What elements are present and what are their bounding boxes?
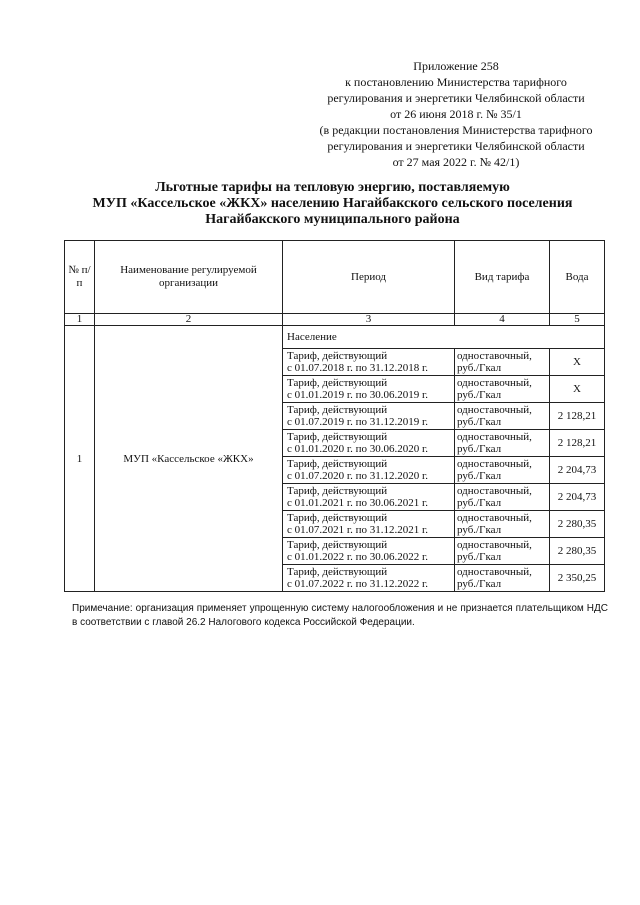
tariff-unit: руб./Гкал: [457, 497, 502, 509]
period-label: Тариф, действующий: [287, 458, 388, 470]
row-number: 1: [65, 326, 95, 592]
appendix-line: Приложение 258: [413, 59, 499, 73]
appendix-line: от 27 мая 2022 г. № 42/1): [392, 155, 520, 169]
period-label: Тариф, действующий: [287, 539, 388, 551]
table-header-row: [65, 241, 605, 314]
group-row: [65, 326, 605, 349]
tariffs-table: [64, 240, 605, 592]
tariff-unit: руб./Гкал: [457, 389, 502, 401]
water-value: 2 128,21: [550, 403, 605, 430]
tariff-type-label: одноставочный,: [457, 350, 532, 362]
document-title: [60, 180, 605, 228]
title-line: Нагайбакского муниципального района: [205, 212, 460, 227]
period-label: Тариф, действующий: [287, 404, 388, 416]
tariff-type-cell: [455, 349, 550, 376]
tariff-type-cell: [455, 511, 550, 538]
column-number: 1: [65, 314, 95, 326]
title-line: МУП «Кассельское «ЖКХ» населению Нагайбакского сельского поселения: [92, 196, 573, 211]
period-dates: с 01.07.2019 г. по 31.12.2019 г.: [287, 416, 429, 428]
column-number: 3: [283, 314, 455, 326]
tariff-type-label: одноставочный,: [457, 377, 532, 389]
header-water: Вода: [550, 241, 605, 314]
header-organization: Наименование регулируемой организации: [95, 241, 283, 314]
appendix-line: (в редакции постановления Министерства тарифного: [319, 123, 593, 137]
tariff-unit: руб./Гкал: [457, 362, 502, 374]
column-number: 2: [95, 314, 283, 326]
tariff-unit: руб./Гкал: [457, 470, 502, 482]
water-value: Х: [550, 376, 605, 403]
tariff-type-label: одноставочный,: [457, 404, 532, 416]
period-dates: с 01.07.2022 г. по 31.12.2022 г.: [287, 578, 429, 590]
tariff-unit: руб./Гкал: [457, 524, 502, 536]
water-value: Х: [550, 349, 605, 376]
period-label: Тариф, действующий: [287, 485, 388, 497]
period-cell: [283, 403, 455, 430]
tariff-type-label: одноставочный,: [457, 458, 532, 470]
water-value: 2 204,73: [550, 484, 605, 511]
water-value: 2 128,21: [550, 430, 605, 457]
footnote: Примечание: организация применяет упрощенную систему налогообложения и не признается плательщиком НДС в соответствии с главой 26.2 Налогового кодекса Российской Федерации.: [72, 603, 608, 628]
water-value: 2 350,25: [550, 565, 605, 592]
column-number: 4: [455, 314, 550, 326]
period-cell: [283, 376, 455, 403]
period-dates: с 01.07.2018 г. по 31.12.2018 г.: [287, 362, 429, 374]
tariff-type-cell: [455, 565, 550, 592]
period-label: Тариф, действующий: [287, 566, 388, 578]
period-label: Тариф, действующий: [287, 512, 388, 524]
period-label: Тариф, действующий: [287, 431, 388, 443]
tariff-unit: руб./Гкал: [457, 443, 502, 455]
group-label: Население: [283, 326, 605, 349]
tariff-type-label: одноставочный,: [457, 485, 532, 497]
period-label: Тариф, действующий: [287, 350, 388, 362]
period-dates: с 01.01.2019 г. по 30.06.2019 г.: [287, 389, 429, 401]
appendix-line: от 26 июня 2018 г. № 35/1: [390, 107, 522, 121]
tariff-type-label: одноставочный,: [457, 512, 532, 524]
tariff-type-cell: [455, 376, 550, 403]
tariff-type-cell: [455, 538, 550, 565]
header-number: № п/п: [65, 241, 95, 314]
period-cell: [283, 538, 455, 565]
appendix-line: регулирования и энергетики Челябинской области: [327, 91, 585, 105]
water-value: 2 204,73: [550, 457, 605, 484]
tariff-type-cell: [455, 484, 550, 511]
tariff-type-cell: [455, 457, 550, 484]
tariff-unit: руб./Гкал: [457, 551, 502, 563]
period-cell: [283, 457, 455, 484]
period-label: Тариф, действующий: [287, 377, 388, 389]
period-dates: с 01.01.2020 г. по 30.06.2020 г.: [287, 443, 429, 455]
organization-name: МУП «Кассельское «ЖКХ»: [95, 326, 283, 592]
period-dates: с 01.07.2020 г. по 31.12.2020 г.: [287, 470, 429, 482]
column-number: 5: [550, 314, 605, 326]
period-cell: [283, 430, 455, 457]
water-value: 2 280,35: [550, 538, 605, 565]
tariff-type-label: одноставочный,: [457, 431, 532, 443]
title-line: Льготные тарифы на тепловую энергию, поставляемую: [155, 180, 510, 195]
tariff-unit: руб./Гкал: [457, 416, 502, 428]
header-tariff-type: Вид тарифа: [455, 241, 550, 314]
water-value: 2 280,35: [550, 511, 605, 538]
period-dates: с 01.01.2021 г. по 30.06.2021 г.: [287, 497, 429, 509]
appendix-line: к постановлению Министерства тарифного: [345, 75, 567, 89]
period-cell: [283, 565, 455, 592]
tariff-unit: руб./Гкал: [457, 578, 502, 590]
period-cell: [283, 484, 455, 511]
appendix-line: регулирования и энергетики Челябинской области: [327, 139, 585, 153]
column-numbers-row: [65, 314, 605, 326]
tariff-type-label: одноставочный,: [457, 566, 532, 578]
tariff-type-cell: [455, 403, 550, 430]
period-cell: [283, 511, 455, 538]
tariff-type-cell: [455, 430, 550, 457]
appendix-header: [296, 58, 616, 170]
period-dates: с 01.07.2021 г. по 31.12.2021 г.: [287, 524, 429, 536]
period-cell: [283, 349, 455, 376]
period-dates: с 01.01.2022 г. по 30.06.2022 г.: [287, 551, 429, 563]
tariff-type-label: одноставочный,: [457, 539, 532, 551]
header-period: Период: [283, 241, 455, 314]
